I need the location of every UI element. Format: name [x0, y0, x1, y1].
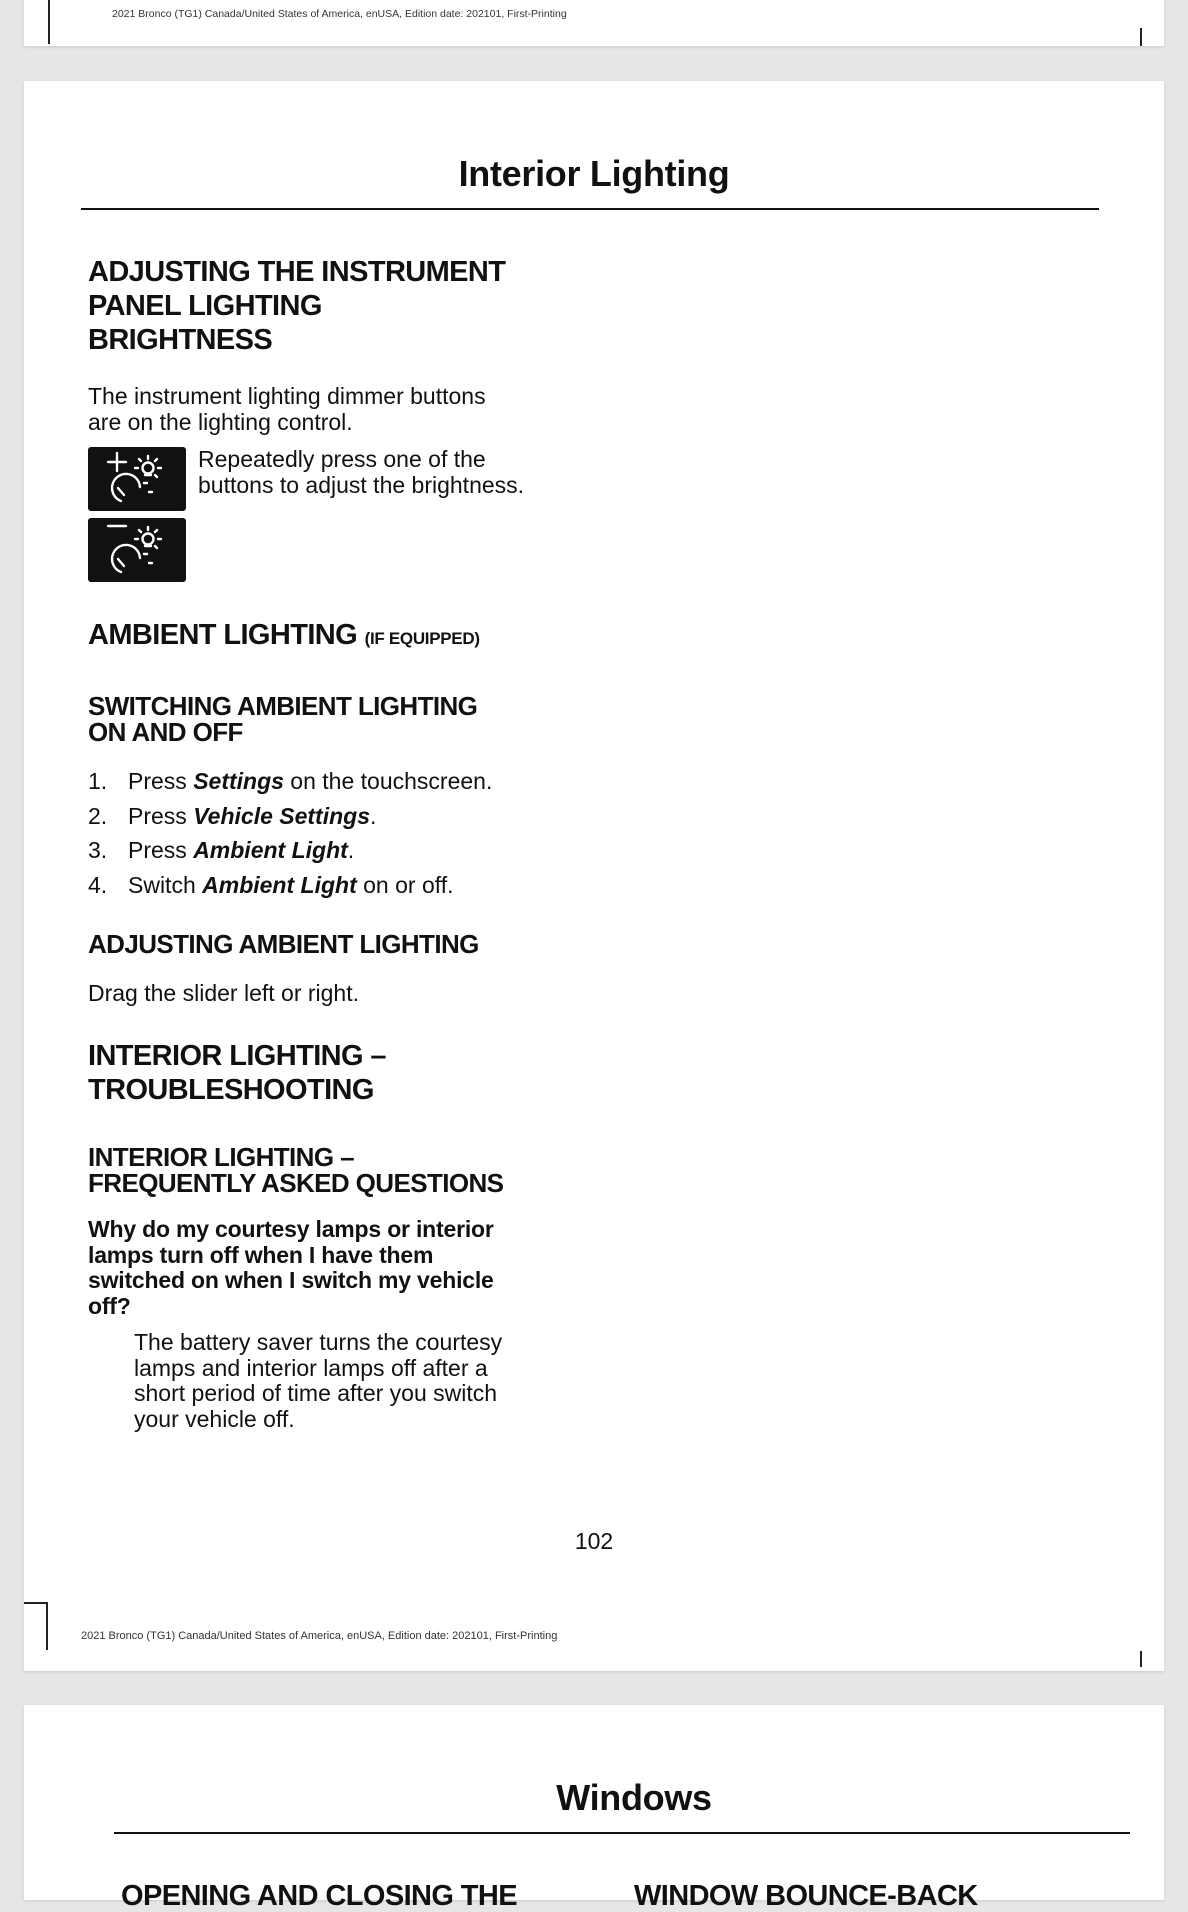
faq-answer: The battery saver turns the courtesy lamps and interior lamps off after a short period of time after you switch your vehicle off. — [134, 1329, 503, 1432]
faq-question: Why do my courtesy lamps or interior lamps turn off when I have them switched on when I switch my vehicle off? — [88, 1216, 494, 1319]
section-heading-instrument: ADJUSTING THE INSTRUMENT PANEL LIGHTING BRIGHTNESS — [88, 256, 506, 356]
crop-mark — [24, 1602, 48, 1604]
crop-mark — [1140, 1651, 1142, 1667]
title-rule — [81, 208, 1099, 210]
section-heading-faq: INTERIOR LIGHTING – FREQUENTLY ASKED QUESTIONS — [88, 1142, 504, 1198]
if-equipped-note: (IF EQUIPPED) — [364, 629, 480, 648]
instrument-intro-text: The instrument lighting dimmer buttons are on the lighting control. — [88, 383, 486, 435]
footer-meta: 2021 Bronco (TG1) Canada/United States of America, enUSA, Edition date: 202101, First-Printing — [81, 1630, 558, 1642]
section-heading-troubleshooting: INTERIOR LIGHTING – TROUBLESHOOTING — [88, 1040, 386, 1106]
page-number: 102 — [574, 1528, 614, 1554]
adjusting-ambient-text: Drag the slider left or right. — [88, 980, 360, 1006]
dimmer-plus-icon — [88, 447, 186, 511]
dimmer-minus-icon — [88, 518, 186, 582]
chapter-title: Interior Lighting — [458, 153, 730, 194]
next-page-fragment — [24, 1705, 1164, 1912]
next-heading-left: OPENING AND CLOSING THE — [121, 1880, 517, 1912]
previous-page-fragment — [24, 0, 1164, 46]
crop-mark — [1140, 28, 1142, 46]
header-meta: 2021 Bronco (TG1) Canada/United States of America, enUSA, Edition date: 202101, First-Printing — [112, 8, 567, 20]
next-chapter-title: Windows — [556, 1777, 712, 1818]
crop-mark — [48, 0, 50, 44]
section-heading-switching: SWITCHING AMBIENT LIGHTING ON AND OFF — [88, 691, 478, 747]
next-heading-right: WINDOW BOUNCE-BACK — [634, 1880, 978, 1912]
instrument-instruction-text: Repeatedly press one of the buttons to adjust the brightness. — [198, 446, 525, 498]
next-title-rule — [114, 1832, 1130, 1834]
crop-mark — [46, 1602, 48, 1650]
section-heading-adjusting-ambient: ADJUSTING AMBIENT LIGHTING — [88, 929, 479, 959]
manual-page: Interior Lighting ADJUSTING THE INSTRUMENT PANEL LIGHTING BRIGHTNESS The instrument lighting dimmer buttons are on the lighting control. Repeatedly press one of the buttons to adjust the brightness. AMBIENT LIGHTING (IF EQUIPPED) SWITCHING AMBIENT LIGHTING ON AND OFF 1. Press Settings on the touchscreen. 2. Press Vehicle Settings. 3. Press Ambient Light. 4. Switch Ambient Light on or off. ADJUSTING AMBIENT LIGHTING Drag the slider left or right. INTERIOR LIGHTING – TROUBLESHOOTING INTERIOR LIGHTING – FREQUENTLY ASKED QUESTIONS Why do my courtesy lamps or interior lamps turn off when I have them switched on when I switch my vehicle off? The battery saver turns the courtesy lamps and interior lamps off after a short period of time after you switch your vehicle off. 102 2021 Bronco (TG1) Canada/United States of America, enUSA, Edition date: 202101, First-Printing — [24, 81, 1164, 1671]
section-heading-ambient: AMBIENT LIGHTING (IF EQUIPPED) — [88, 619, 480, 651]
